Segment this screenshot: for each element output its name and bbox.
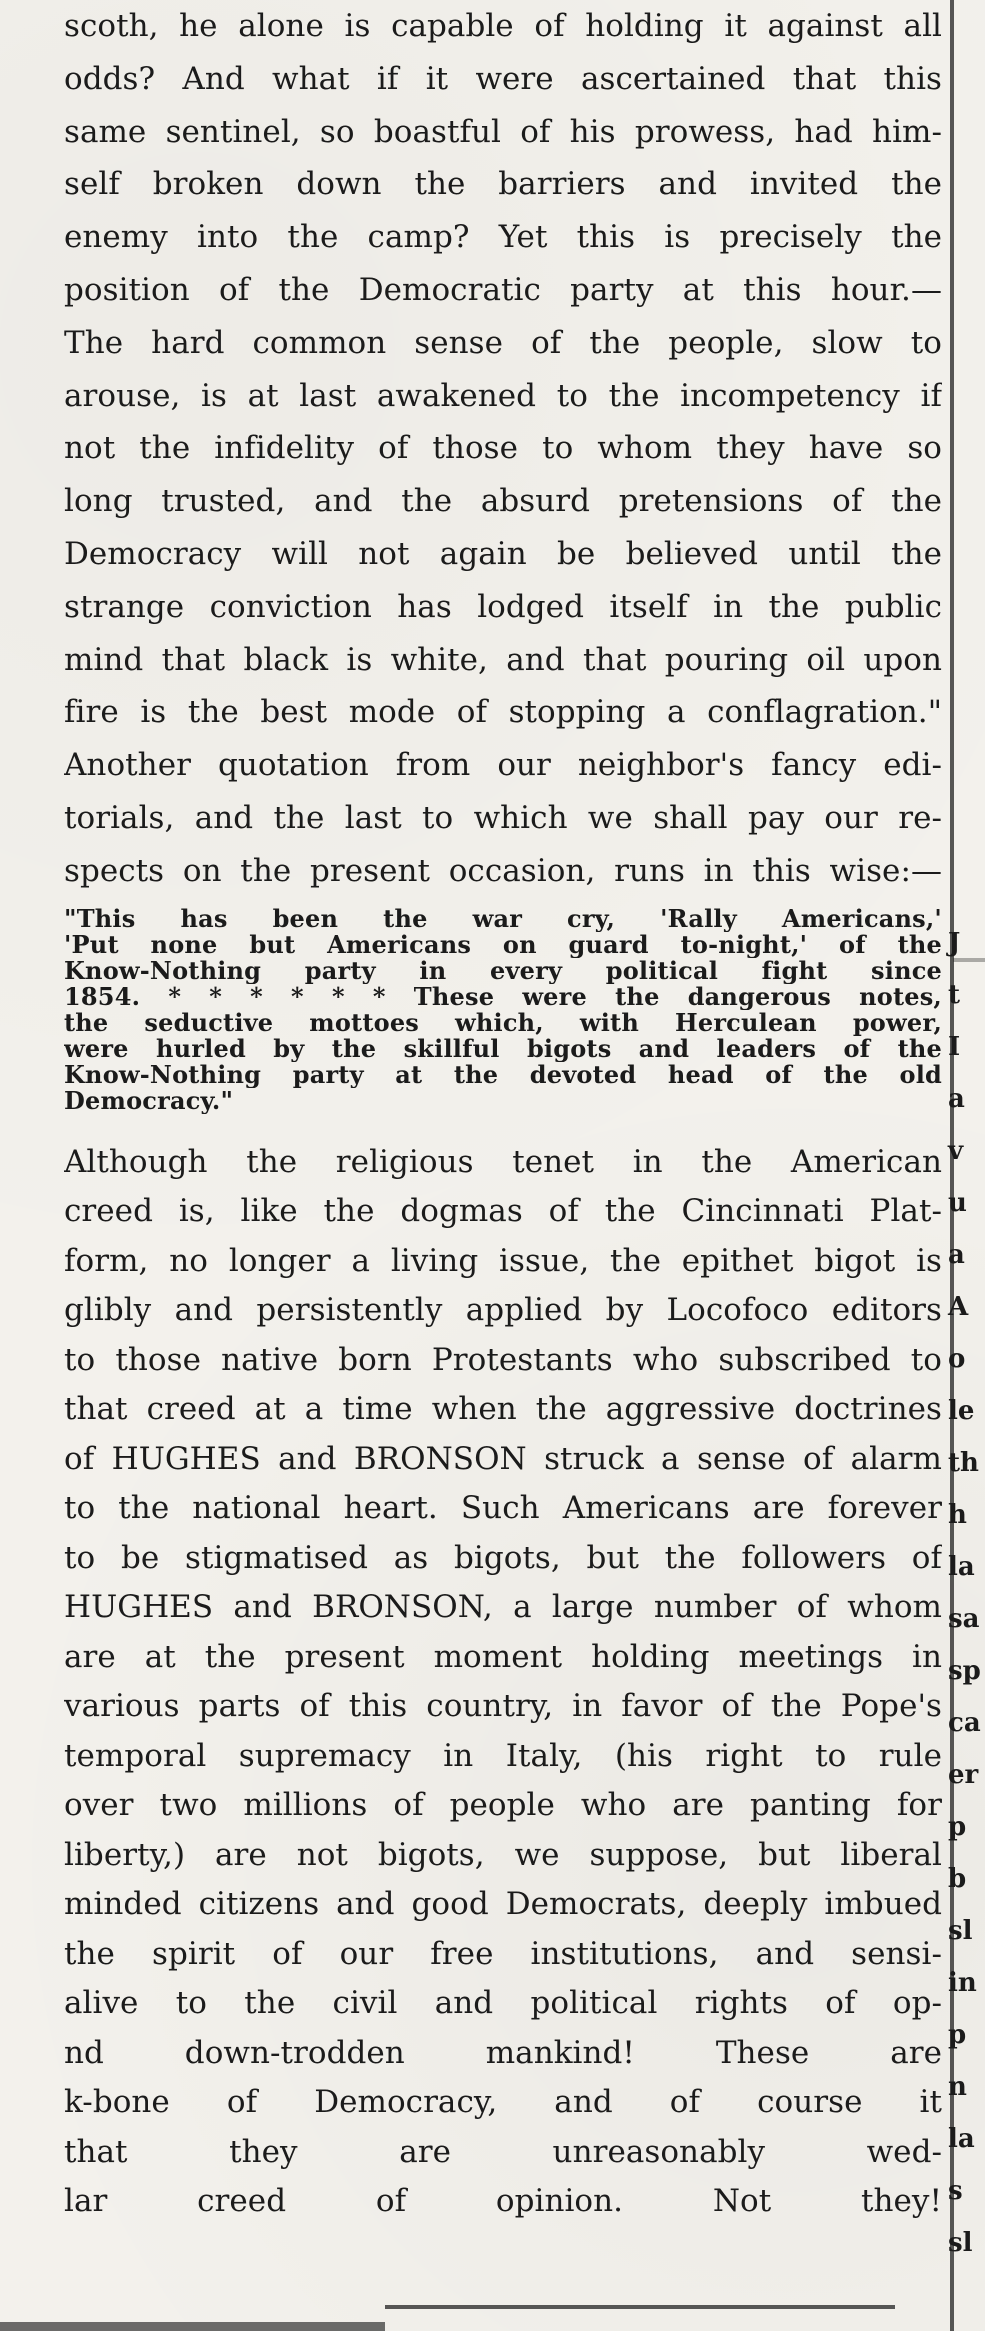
margin-fragment: sl	[948, 1916, 973, 1946]
margin-fragment: la	[948, 2124, 975, 2154]
paragraph-1-line: mind that black is white, and that pouring oil upon	[64, 641, 942, 678]
margin-fragment: er	[948, 1760, 979, 1790]
paragraph-2-line: to the national heart. Such Americans are forever	[64, 1490, 942, 1527]
article-paragraph-1	[64, 0, 942, 898]
margin-fragment: n	[948, 2072, 967, 2102]
paragraph-2-line: creed is, like the dogmas of the Cincinnati Plat-	[64, 1193, 942, 1230]
margin-fragment: v	[948, 1136, 964, 1166]
paragraph-2-line: form, no longer a living issue, the epithet bigot is	[64, 1242, 942, 1279]
margin-fragment: sp	[948, 1656, 981, 1686]
paragraph-2-line: alive to the civil and political rights of op-	[64, 1985, 942, 2022]
margin-fragment: la	[948, 1552, 975, 1582]
paragraph-2-line: of HUGHES and BRONSON struck a sense of alarm	[64, 1440, 942, 1477]
paragraph-1-line: spects on the present occasion, runs in this wise:—	[64, 852, 942, 889]
margin-fragment: p	[948, 2020, 967, 2050]
quotation-line: 'Put none but Americans on guard to-night,' of the	[64, 931, 942, 958]
paragraph-1-line: fire is the best mode of stopping a conflagration."	[64, 694, 942, 731]
margin-fragment: h	[948, 1500, 967, 1530]
margin-fragment: le	[948, 1396, 975, 1426]
column-rule-mark	[953, 958, 985, 962]
paragraph-2-line: the spirit of our free institutions, and sensi-	[64, 1935, 942, 1972]
quotation-line: "This has been the war cry, 'Rally Americans,'	[64, 905, 942, 932]
paragraph-1-line: position of the Democratic party at this hour.—	[64, 271, 942, 308]
page-bottom-edge-mark	[0, 2322, 385, 2331]
margin-fragment: J	[948, 928, 961, 958]
article-column	[64, 0, 942, 2227]
paragraph-2-line: nd down-trodden mankind! These are	[64, 2034, 942, 2071]
paragraph-2-line: to those native born Protestants who subscribed to	[64, 1341, 942, 1378]
margin-fragment: a	[948, 1240, 965, 1270]
paragraph-1-line: not the infidelity of those to whom they have so	[64, 430, 942, 467]
bottom-column-rule	[385, 2305, 895, 2309]
margin-fragment: u	[948, 1188, 967, 1218]
paragraph-2-line: liberty,) are not bigots, we suppose, but liberal	[64, 1836, 942, 1873]
margin-fragment: p	[948, 1812, 967, 1842]
margin-fragment: ca	[948, 1708, 981, 1738]
quotation-line: were hurled by the skillful bigots and leaders of the	[64, 1035, 942, 1062]
adjacent-column-fragment	[940, 930, 985, 2290]
paragraph-2-line: that creed at a time when the aggressive doctrines	[64, 1391, 942, 1428]
margin-fragment: s	[948, 2176, 963, 2206]
paragraph-2-line: to be stigmatised as bigots, but the followers of	[64, 1539, 942, 1576]
margin-fragment: b	[948, 1864, 967, 1894]
margin-fragment: th	[948, 1448, 979, 1478]
paragraph-2-line: HUGHES and BRONSON, a large number of whom	[64, 1589, 942, 1626]
margin-fragment: in	[948, 1968, 977, 1998]
paragraph-1-line: strange conviction has lodged itself in the public	[64, 588, 942, 625]
margin-fragment: t	[948, 980, 961, 1010]
paragraph-2-line: various parts of this country, in favor of the Pope's	[64, 1688, 942, 1725]
paragraph-2-line: over two millions of people who are panting for	[64, 1787, 942, 1824]
margin-fragment: sa	[948, 1604, 980, 1634]
paragraph-1-line: odds? And what if it were ascertained that this	[64, 60, 942, 97]
paragraph-2-line: that they are unreasonably wed-	[64, 2133, 942, 2170]
paragraph-2-line: glibly and persistently applied by Locofoco editors	[64, 1292, 942, 1329]
paragraph-1-line: Another quotation from our neighbor's fancy edi-	[64, 747, 942, 784]
paragraph-1-line: same sentinel, so boastful of his prowess, had him-	[64, 113, 942, 150]
quotation-line: the seductive mottoes which, with Herculean power,	[64, 1009, 942, 1036]
paragraph-1-line: The hard common sense of the people, slow to	[64, 324, 942, 361]
paragraph-2-line: minded citizens and good Democrats, deeply imbued	[64, 1886, 942, 1923]
quotation-line: Know-Nothing party in every political fight since	[64, 957, 942, 984]
quotation-block	[64, 906, 942, 1114]
paragraph-1-line: torials, and the last to which we shall pay our re-	[64, 799, 942, 836]
margin-fragment: A	[948, 1292, 969, 1322]
quotation-line: Democracy."	[64, 1087, 234, 1114]
margin-fragment: a	[948, 1084, 965, 1114]
margin-fragment: o	[948, 1344, 966, 1374]
paragraph-1-line: Democracy will not again be believed until the	[64, 535, 942, 572]
article-paragraph-2	[64, 1138, 942, 2227]
paragraph-1-line: self broken down the barriers and invited the	[64, 166, 942, 203]
paragraph-2-line: are at the present moment holding meetings in	[64, 1638, 942, 1675]
paragraph-2-line: temporal supremacy in Italy, (his right to rule	[64, 1737, 942, 1774]
paragraph-1-line: arouse, is at last awakened to the incompetency if	[64, 377, 942, 414]
paragraph-1-line: scoth, he alone is capable of holding it against all	[64, 8, 942, 44]
paragraph-2-line: Although the religious tenet in the American	[64, 1143, 942, 1180]
paragraph-1-line: long trusted, and the absurd pretensions of the	[64, 483, 942, 520]
quotation-line: Know-Nothing party at the devoted head of the old	[64, 1061, 942, 1088]
margin-fragment: I	[948, 1032, 961, 1062]
paragraph-2-line: lar creed of opinion. Not they!	[64, 2183, 942, 2220]
quotation-line: 1854. * * * * * * These were the dangerous notes,	[64, 983, 942, 1010]
paragraph-1-line: enemy into the camp? Yet this is precisely the	[64, 219, 942, 256]
margin-fragment: sl	[948, 2228, 973, 2258]
paragraph-2-line: k-bone of Democracy, and of course it	[64, 2084, 942, 2121]
